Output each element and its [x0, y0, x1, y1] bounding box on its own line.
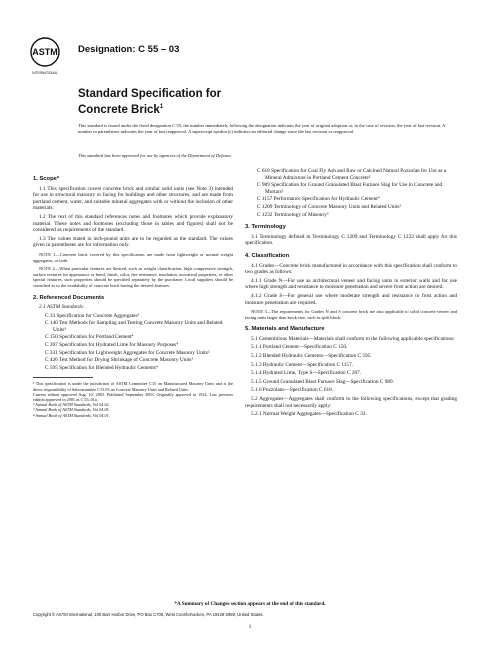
ref-item: C 1157 Performance Specification for Hydraulic Cement⁴ — [257, 196, 380, 203]
ref-item: C 1209 Terminology of Concrete Masonry Units and Related Units³ — [257, 203, 401, 210]
summary-of-changes-note: *A Summary of Changes section appears at the end of this standard. — [174, 601, 326, 607]
ref-item: C 33 Specification for Concrete Aggregates² — [45, 312, 140, 319]
classification-heading: 4. Classification — [245, 252, 290, 259]
left-column — [33, 170, 233, 418]
ref-item: C 595 Specification for Blended Hydraulic Cements⁴ — [45, 364, 158, 371]
footnote-2: ² Annual Book of ASTM Standards, Vol 04.02. — [33, 402, 110, 408]
footnote-rule — [33, 377, 93, 378]
para-2-1: 2.1 ASTM Standards: — [39, 304, 85, 311]
title-text: Concrete Brick — [78, 103, 160, 116]
right-column — [245, 168, 457, 420]
para-5-2-1: 5.2.1 Normal Weight Aggregates—Specification C 33. — [251, 411, 367, 418]
ref-item: C 331 Specification for Lightweight Aggregates for Concrete Masonry Units² — [45, 349, 210, 356]
para-5-2: 5.2 Aggregates—Aggregates shall conform to the following specifications, except that grading requirements shall not necessarily apply: — [245, 396, 457, 409]
terminology-heading: 3. Terminology — [245, 224, 286, 231]
astm-logo — [28, 36, 62, 76]
page-number: 1 — [248, 624, 252, 630]
para-4-1-1: 4.1.1 Grade N—For use as architectural veneer and facing units in exterior walls and for use where high strength and resistance to moisture penetration and severe frost action are desired. — [245, 277, 457, 291]
para-4-1-2: 4.1.2 Grade S—For general use where moderate strength and resistance to frost action and moisture penetration are required. — [245, 292, 457, 306]
title-line2 — [78, 101, 221, 117]
title-footnote-ref: 1 — [159, 104, 164, 110]
para-5-1-item: 5.1.6 Pozzolans—Specification C 618. — [251, 387, 334, 394]
para-4-1: 4.1 Grades—Concrete brick manufactured in accordance with this specification shall conform to two grades as follows: — [245, 262, 457, 276]
para-1-3: 1.3 The values stated in inch-pound units are to be regarded as the standard. The values given in parentheses are for information only. — [33, 235, 233, 249]
copyright: Copyright © ASTM International, 100 Barr Harbor Drive, PO Box C700, West Conshohocken, PA 19428-2959, United States. — [33, 612, 264, 617]
title-line1: Standard Specification for — [78, 88, 222, 100]
para-3-1: 3.1 Terminology defined in Terminology C 1209 and Terminology C 1232 shall apply for this specification. — [245, 233, 457, 247]
footnote-1b: Current edition approved Aug. 10, 2003. Published September 2003. Originally approved in 1924. Last previous edition approved in 2001 as C 55–01a. — [33, 391, 233, 403]
astm-logo-icon — [28, 36, 62, 76]
issued-note: This standard is issued under the fixed designation C 55; the number immediately following the designation indicates the year of original adoption or, in the case of revision, the year of last revision. A number in parentheses indicates the year of last reapproval. A superscript epsilon (ε) indicates an editorial change since the last revision or reapproval. — [78, 123, 446, 135]
para-5-1-item: 5.1.5 Ground Granulated Blast Furnace Slag—Specification C 989. — [251, 378, 394, 385]
svg-text:ASTM: ASTM — [32, 47, 58, 57]
ref-item: C 426 Test Method for Drying Shrinkage of Concrete Masonry Units³ — [45, 357, 193, 364]
para-5-1-item: 5.1.1 Portland Cement—Specification C 150. — [251, 344, 348, 351]
designation: Designation: C 55 – 03 — [78, 44, 180, 55]
ref-item: C 150 Specification for Portland Cement⁴ — [45, 334, 134, 341]
para-1-2: 1.2 The text of this standard references notes and footnotes which provide explanatory material. These notes and footnotes (excluding those in tables and figures) shall not be considered as requirements of the standard. — [33, 213, 233, 234]
footnote-1: ¹ This specification is under the jurisdiction of ASTM Committee C15 on Manufactured Masonry Units and is the direct responsibility of Subcommittee C15.03 on Concrete Masonry Units and Related Units. — [33, 381, 233, 392]
ref-item: C 207 Specification for Hydrated Lime for Masonry Purposes⁴ — [45, 342, 179, 349]
referenced-documents-heading: 2. Referenced Documents — [33, 294, 105, 301]
para-5-1-item: 5.1.3 Hydraulic Cement—Specification C 1157. — [251, 361, 354, 368]
ref-item: C 1232 Terminology of Masonry³ — [257, 211, 329, 218]
para-5-1: 5.1 Cementitious Materials—Materials shall conform to the following applicable specifications: — [251, 335, 455, 342]
note-2: NOTE 2—When particular features are desired, such as weight classification, high compressive strength, surface textures for appearance or bond, finish, color, fire resistance, insulation, acoustical properties, or other special features, such properties should be specified separately by the purchaser. Local suppliers should be consulted as to the availability of concrete brick having the desired features. — [33, 266, 233, 288]
footnote-3: ³ Annual Book of ASTM Standards, Vol 04.05. — [33, 407, 110, 413]
document-title — [78, 88, 221, 117]
note-3: NOTE 3—The requirements for Grades N and S concrete brick are also applicable to solid concrete veneer and facing units larger than brick size, such as split block. — [245, 309, 457, 320]
approved-note: This standard has been approved for use by agencies of the Department of Defense. — [78, 153, 232, 158]
note-1: NOTE 1—Concrete brick covered by this specification are made from lightweight or normal weight aggregates, or both. — [33, 251, 233, 263]
para-5-1-item: 5.1.4 Hydrated Lime, Type S—Specification C 207. — [251, 370, 362, 377]
ref-item: C 989 Specification for Ground Granulated Blast Furnace Slag for Use in Concrete and Mortars² — [257, 182, 443, 195]
svg-text:INTERNATIONAL: INTERNATIONAL — [32, 71, 58, 75]
para-5-1-item: 5.1.2 Blended Hydraulic Cements—Specification C 595. — [251, 353, 372, 360]
ref-item: C 618 Specification for Coal Fly Ash and Raw or Calcined Natural Pozzolan for Use as a Mineral Admixture in Portland Cement Concrete² — [257, 168, 447, 181]
ref-item: C 140 Test Methods for Sampling and Testing Concrete Masonry Units and Related Units³ — [45, 320, 223, 333]
footnote-4: ⁴ Annual Book of ASTM Standards, Vol 04.01. — [33, 412, 110, 418]
materials-heading: 5. Materials and Manufacture — [245, 326, 325, 333]
para-1-1: 1.1 This specification covers concrete brick and similar solid units (see Note 3) intended for use in structural masonry or facing for buildings and other structures, and are made from portland cement, water, and suitable mineral aggregates with or without the inclusion of other materials. — [33, 185, 233, 212]
scope-heading: 1. Scope* — [33, 176, 60, 182]
